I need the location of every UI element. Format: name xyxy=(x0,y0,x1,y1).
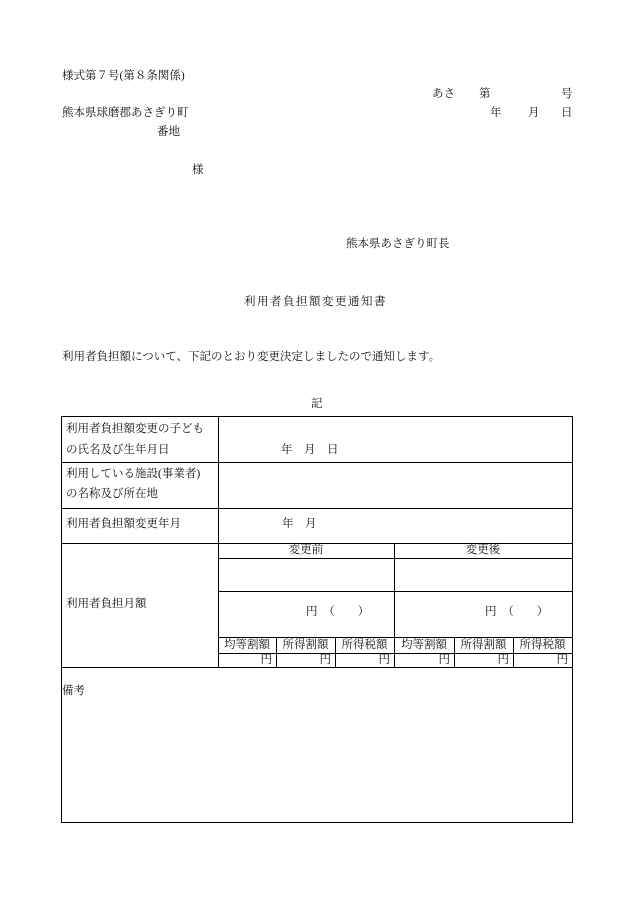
table-rule xyxy=(61,508,572,509)
before-tax-header-income-levy: 所得割額 xyxy=(282,639,329,651)
recipient-address: 熊本県球磨郡あさぎり町 xyxy=(62,107,189,119)
facility-label-line2: の名称及び所在地 xyxy=(66,488,158,500)
before-amount: 円 （ ） xyxy=(306,606,370,618)
after-tax-header-equal: 均等割額 xyxy=(401,639,447,651)
recipient-banchi: 番地 xyxy=(157,126,180,138)
monthly-amount-label: 利用者負担月額 xyxy=(66,598,147,610)
doc-number-dai: 第 xyxy=(479,88,491,100)
table-rule xyxy=(218,416,219,667)
before-yen-income-levy: 円 xyxy=(319,654,331,666)
change-month-label: 利用者負担額変更年月 xyxy=(66,518,181,530)
date-year: 年 xyxy=(490,107,502,119)
form-number: 様式第７号(第８条関係) xyxy=(62,70,185,82)
after-tax-header-income-tax: 所得税額 xyxy=(519,639,566,651)
after-amount: 円 （ ） xyxy=(485,606,549,618)
child-label-line2: の氏名及び生年月日 xyxy=(66,444,170,456)
doc-number-go: 号 xyxy=(561,88,573,100)
remarks-label: 備考 xyxy=(62,685,85,697)
after-yen-equal: 円 xyxy=(438,654,450,666)
document-title: 利用者負担額変更通知書 xyxy=(244,296,387,308)
change-month-value: 年 月 xyxy=(282,518,317,530)
ki-label: 記 xyxy=(311,398,323,410)
table-rule xyxy=(218,591,572,592)
after-yen-income-tax: 円 xyxy=(556,654,568,666)
doc-number-prefix: あさ xyxy=(432,88,455,100)
table-rule xyxy=(218,558,572,559)
child-birth-date: 年 月 日 xyxy=(281,444,339,456)
table-rule xyxy=(61,667,572,668)
date-month: 月 xyxy=(528,107,540,119)
before-yen-equal: 円 xyxy=(260,654,272,666)
before-tax-header-income-tax: 所得税額 xyxy=(341,639,388,651)
after-tax-header-income-levy: 所得割額 xyxy=(460,639,507,651)
table-rule xyxy=(61,462,572,463)
child-label-line1: 利用者負担額変更の子ども xyxy=(66,423,204,435)
before-yen-income-tax: 円 xyxy=(378,654,390,666)
date-day: 日 xyxy=(561,107,573,119)
facility-label-line1: 利用している施設(事業者) xyxy=(66,468,201,480)
addressee-suffix: 様 xyxy=(192,164,204,176)
body-text: 利用者負担額について、下記のとおり変更決定しましたので通知します。 xyxy=(62,351,441,363)
after-change-label: 変更後 xyxy=(465,544,501,556)
after-yen-income-levy: 円 xyxy=(497,654,509,666)
table-rule xyxy=(218,637,572,638)
issuer: 熊本県あさぎり町長 xyxy=(346,238,450,250)
before-tax-header-equal: 均等割額 xyxy=(224,639,270,651)
before-change-label: 変更前 xyxy=(288,544,324,556)
